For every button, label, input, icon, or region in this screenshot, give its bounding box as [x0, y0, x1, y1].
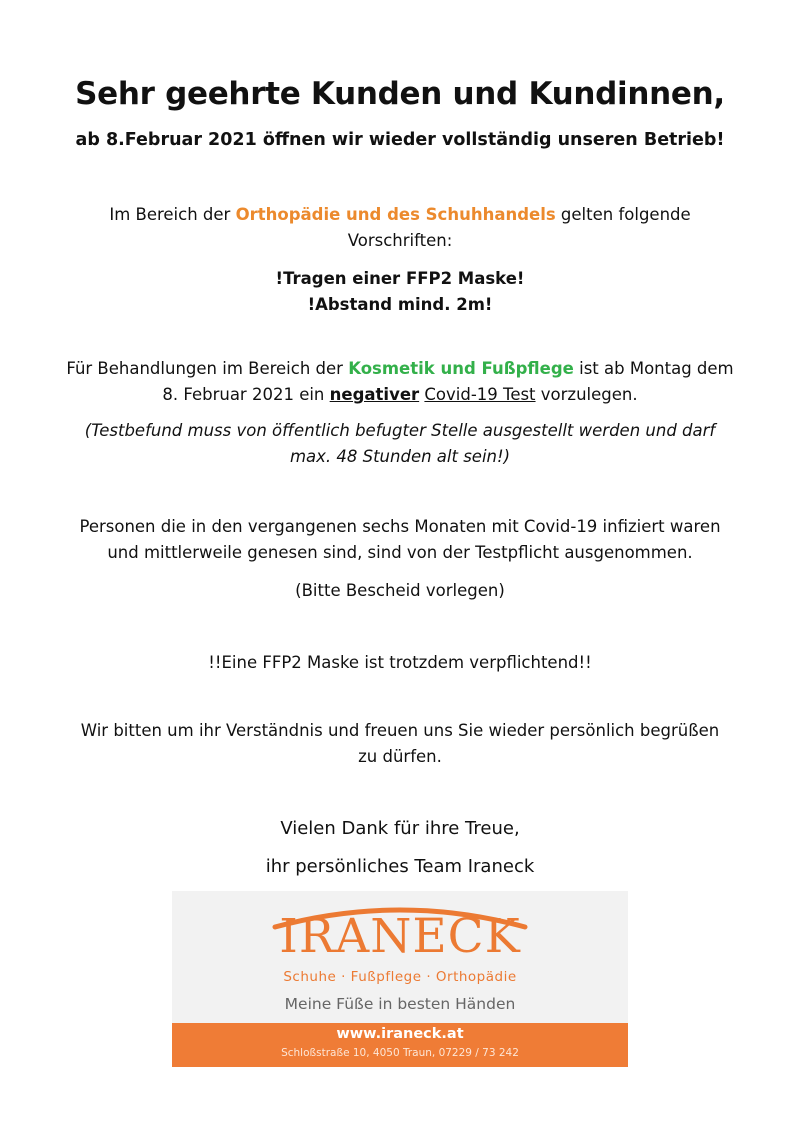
text-span: Im Bereich der — [109, 205, 236, 224]
text-span: Wir bitten um ihr Verständnis und freuen uns Sie wieder persönlich begrüßen — [80, 721, 720, 740]
test-validity-note — [0, 418, 800, 470]
text-span: Personen die in den vergangenen sechs Monaten mit Covid-19 infiziert waren — [79, 517, 721, 536]
page-title: Sehr geehrte Kunden und Kundinnen, — [75, 76, 725, 112]
covid-test-underlined: Covid-19 Test — [424, 385, 536, 404]
rules-list — [0, 266, 800, 318]
thanks-line: Vielen Dank für ihre Treue, — [280, 818, 520, 839]
negative-emphasis: negativer — [329, 385, 420, 404]
recovered-exemption — [0, 514, 800, 566]
rule-mask: !Tragen einer FFP2 Maske! — [275, 269, 525, 288]
text-span: 8. Februar 2021 ein — [162, 385, 330, 404]
signature-line: ihr persönliches Team Iraneck — [265, 856, 535, 877]
company-logo — [172, 891, 628, 1067]
text-span: und mittlerweile genesen sind, sind von der Testpflicht ausgenommen. — [107, 543, 693, 562]
text-span: max. 48 Stunden alt sein!) — [289, 447, 511, 466]
text-span: Für Behandlungen im Bereich der — [66, 359, 349, 378]
orthopedics-highlight: Orthopädie und des Schuhhandels — [235, 205, 556, 224]
text-span: Vorschriften: — [347, 231, 453, 250]
orthopedics-rules-intro — [0, 202, 800, 254]
company-address: Schloßstraße 10, 4050 Traun, 07229 / 73 242 — [281, 1047, 519, 1059]
rule-distance: !Abstand mind. 2m! — [307, 295, 493, 314]
text-span: zu dürfen. — [358, 747, 442, 766]
text-span: vorzulegen. — [535, 385, 638, 404]
logo-contact-band — [172, 1023, 628, 1067]
text-span: gelten folgende — [555, 205, 691, 224]
exemption-note: (Bitte Bescheid vorlegen) — [295, 581, 505, 600]
text-span: ist ab Montag dem — [573, 359, 734, 378]
logo-tagline: Schuhe · Fußpflege · Orthopädie — [283, 969, 517, 985]
logo-wordmark: IRANECK — [279, 909, 521, 964]
website-url: www.iraneck.at — [336, 1026, 464, 1042]
closing-paragraph — [0, 718, 800, 770]
opening-announcement: ab 8.Februar 2021 öffnen wir wieder vollständig unseren Betrieb! — [75, 130, 725, 150]
mask-mandatory-notice: !!Eine FFP2 Maske ist trotzdem verpflichtend!! — [208, 653, 592, 672]
text-span: (Testbefund muss von öffentlich befugter Stelle ausgestellt werden und darf — [84, 421, 716, 440]
cosmetics-test-requirement — [0, 356, 800, 408]
logo-slogan: Meine Füße in besten Händen — [284, 995, 516, 1013]
cosmetics-highlight: Kosmetik und Fußpflege — [348, 359, 574, 378]
